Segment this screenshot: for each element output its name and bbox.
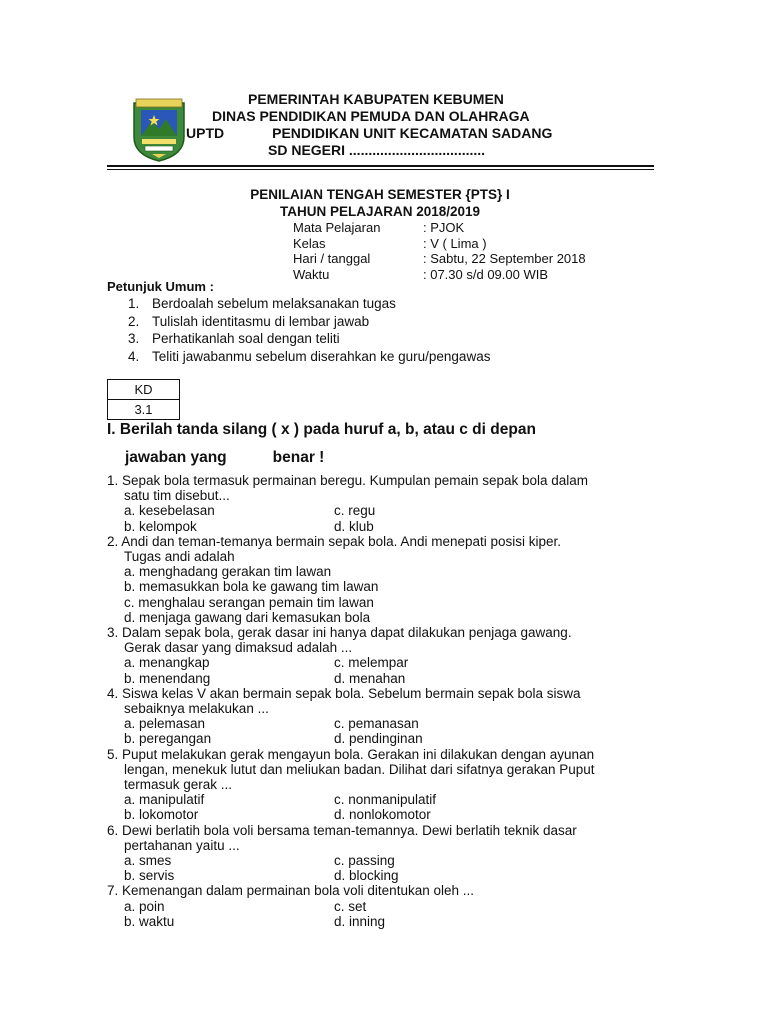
exam-meta — [293, 220, 586, 282]
option-d: d. menjaga gawang dari kemasukan bola — [124, 609, 371, 625]
option-row — [107, 655, 652, 670]
header-line-department: DINAS PENDIDIKAN PEMUDA DAN OLAHRAGA — [212, 108, 530, 124]
option-row — [107, 503, 652, 518]
question-text: 7. Kemenangan dalam permainan bola voli ditentukan oleh ... — [107, 883, 474, 899]
kd-value-cell: 3.1 — [108, 400, 180, 420]
option-d: d. klub — [334, 518, 374, 534]
option-b: b. kelompok — [124, 518, 197, 534]
option-b: b. lokomotor — [124, 807, 199, 823]
option-row — [107, 731, 652, 746]
instruction-item — [128, 330, 490, 348]
option-d: d. pendinginan — [334, 731, 423, 747]
option-c: c. passing — [334, 853, 395, 869]
section-instruction-continued — [125, 449, 324, 467]
header-line-unit-name: PENDIDIKAN UNIT KECAMATAN SADANG — [272, 125, 553, 141]
option-row — [107, 807, 652, 822]
option-b: b. peregangan — [124, 731, 212, 747]
meta-label: Hari / tanggal — [293, 251, 371, 266]
instruction-text: Berdoalah sebelum melaksanakan tugas — [152, 296, 396, 311]
kd-header-cell: KD — [108, 380, 180, 400]
question-text: 3. Dalam sepak bola, gerak dasar ini hanya dapat dilakukan penjaga gawang. — [107, 625, 572, 641]
option-c: c. melempar — [334, 655, 409, 671]
header-line-school: SD NEGERI ................................... — [268, 142, 486, 158]
meta-label: Mata Pelajaran — [293, 220, 381, 235]
instruction-number: 2. — [128, 313, 140, 329]
instruction-item — [128, 295, 490, 313]
header-line-unit — [180, 125, 600, 142]
section-instruction-part-a: jawaban yang — [125, 449, 227, 466]
meta-value: : 07.30 s/d 09.00 WIB — [423, 266, 549, 282]
option-row — [107, 899, 652, 914]
option-row — [107, 868, 652, 883]
question-text-continued: sebaiknya melakukan ... — [124, 701, 269, 717]
option-d: d. nonlokomotor — [334, 807, 431, 823]
option-c: c. regu — [334, 503, 376, 519]
meta-label: Waktu — [293, 266, 330, 282]
instruction-number: 3. — [128, 331, 140, 346]
option-c: c. pemanasan — [334, 716, 419, 732]
option-row — [107, 853, 652, 868]
instructions-title: Petunjuk Umum : — [107, 279, 214, 294]
option-b: b. waktu — [124, 913, 175, 929]
option-a: a. menangkap — [124, 655, 210, 671]
option-d: d. menahan — [334, 670, 406, 686]
question-text-continued: Tugas andi adalah — [124, 549, 235, 565]
option-b: b. menendang — [124, 670, 211, 686]
meta-label: Kelas — [293, 235, 326, 251]
option-c: c. nonmanipulatif — [334, 792, 437, 808]
option-row — [107, 716, 652, 731]
option-c: c. set — [334, 898, 367, 914]
question-text: 2. Andi dan teman-temanya bermain sepak bola. Andi menepati posisi kiper. — [107, 533, 562, 549]
instruction-text: Perhatikanlah soal dengan teliti — [152, 331, 340, 346]
crest-icon — [132, 97, 186, 163]
instruction-item — [128, 348, 490, 366]
instruction-number: 4. — [128, 348, 140, 364]
header-line-unit-prefix: UPTD — [186, 125, 225, 141]
question-text: 5. Puput melakukan gerak mengayun bola. Gerakan ini dilakukan dengan ayunan — [107, 746, 595, 762]
option-row — [107, 792, 652, 807]
instructions-list — [128, 295, 490, 365]
question-text-continued: satu tim disebut... — [124, 488, 230, 504]
option-d: d. inning — [334, 913, 386, 929]
option-row — [107, 914, 652, 929]
question-text: 4. Siswa kelas V akan bermain sepak bola. Sebelum bermain sepak bola siswa — [107, 685, 581, 701]
option-row — [107, 519, 652, 534]
option-d: d. blocking — [334, 868, 399, 884]
question-text: 1. Sepak bola termasuk permainan beregu. Kumpulan pemain sepak bola dalam — [107, 473, 589, 488]
question-text-continued: lengan, menekuk lutut dan meliukan badan. Dilihat dari sifatnya gerakan Puput — [124, 761, 595, 777]
exam-title-line1: PENILAIAN TENGAH SEMESTER {PTS} I — [250, 187, 510, 202]
exam-title — [180, 186, 580, 220]
option-a: a. smes — [124, 853, 172, 869]
kd-table — [107, 379, 180, 420]
instruction-item — [128, 313, 490, 331]
option-a: a. menghadang gerakan tim lawan — [124, 564, 332, 580]
question-list — [107, 473, 652, 929]
meta-row-subject — [293, 220, 586, 236]
header-divider-thin — [107, 169, 654, 170]
meta-row-class — [293, 236, 586, 252]
instruction-text: Teliti jawabanmu sebelum diserahkan ke guru/pengawas — [152, 348, 491, 364]
option-a: a. poin — [124, 898, 165, 914]
option-a: a. kesebelasan — [124, 503, 215, 519]
meta-value: : Sabtu, 22 September 2018 — [423, 251, 586, 266]
option-c: c. menghalau serangan pemain tim lawan — [124, 594, 374, 610]
exam-title-line2: TAHUN PELAJARAN 2018/2019 — [279, 204, 481, 219]
option-b: b. servis — [124, 868, 175, 884]
option-a: a. pelemasan — [124, 716, 206, 732]
option-b: b. memasukkan bola ke gawang tim lawan — [124, 579, 379, 595]
question-text-continued: pertahanan yaitu ... — [124, 837, 240, 853]
question-text-continued: termasuk gerak ... — [124, 777, 233, 793]
option-a: a. manipulatif — [124, 792, 205, 808]
question-text-continued: Gerak dasar yang dimaksud adalah ... — [124, 640, 353, 656]
question-text: 6. Dewi berlatih bola voli bersama teman-temannya. Dewi berlatih teknik dasar — [107, 822, 577, 838]
header-divider-thick — [107, 165, 654, 167]
section-instruction: I. Berilah tanda silang ( x ) pada huruf a, b, atau c di depan — [107, 421, 536, 438]
instruction-text: Tulislah identitasmu di lembar jawab — [152, 313, 370, 329]
meta-value: : PJOK — [423, 220, 465, 235]
instruction-number: 1. — [128, 296, 140, 311]
section-instruction-part-b: benar ! — [272, 449, 325, 466]
meta-value: : V ( Lima ) — [423, 235, 487, 251]
option-row — [107, 671, 652, 686]
meta-row-time — [293, 267, 586, 283]
letterhead — [180, 91, 600, 159]
meta-row-date — [293, 251, 586, 267]
header-line-government: PEMERINTAH KABUPATEN KEBUMEN — [248, 91, 504, 107]
